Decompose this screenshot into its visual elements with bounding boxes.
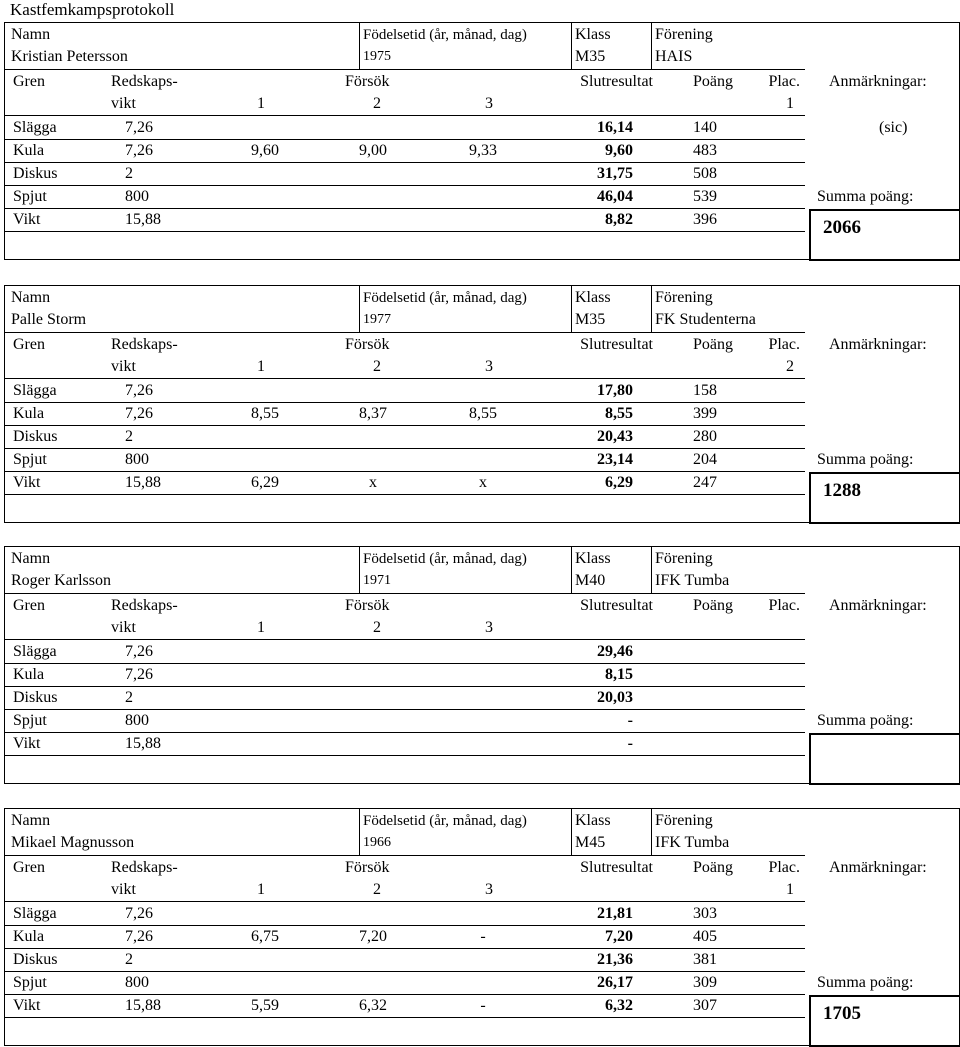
label-redskaps: Redskaps- bbox=[111, 73, 178, 90]
event-points: 303 bbox=[693, 905, 717, 922]
event-name: Spjut bbox=[13, 451, 47, 468]
label-redskaps: Redskaps- bbox=[111, 859, 178, 876]
attempt-1: 9,60 bbox=[251, 142, 279, 159]
attempt-2: 8,37 bbox=[359, 405, 387, 422]
col-rule bbox=[359, 547, 360, 593]
final-result: 6,32 bbox=[605, 997, 633, 1014]
implement-weight: 7,26 bbox=[125, 405, 153, 422]
event-points: 508 bbox=[693, 165, 717, 182]
row-rule bbox=[5, 639, 805, 640]
row-rule bbox=[5, 448, 805, 449]
row-rule bbox=[5, 378, 805, 379]
athlete-block bbox=[4, 285, 960, 523]
final-result: 26,17 bbox=[597, 974, 633, 991]
athlete-class: M35 bbox=[575, 48, 606, 65]
implement-weight: 2 bbox=[125, 165, 133, 182]
implement-weight: 7,26 bbox=[125, 928, 153, 945]
label-fodelsetid: Födelsetid (år, månad, dag) bbox=[363, 551, 527, 567]
label-forsok: Försök bbox=[345, 73, 390, 90]
label-forsok-3: 3 bbox=[485, 619, 493, 636]
final-result: - bbox=[627, 735, 633, 752]
implement-weight: 7,26 bbox=[125, 142, 153, 159]
event-points: 539 bbox=[693, 188, 717, 205]
row-rule bbox=[5, 471, 805, 472]
row-rule bbox=[5, 994, 805, 995]
event-name: Slägga bbox=[13, 382, 57, 399]
col-rule bbox=[359, 809, 360, 855]
final-result: - bbox=[627, 712, 633, 729]
label-poang: Poäng bbox=[693, 597, 733, 614]
event-points: 399 bbox=[693, 405, 717, 422]
label-namn: Namn bbox=[11, 26, 51, 43]
total-points-box bbox=[809, 209, 960, 261]
row-rule bbox=[5, 208, 805, 209]
final-result: 29,46 bbox=[597, 643, 633, 660]
label-namn: Namn bbox=[11, 812, 51, 829]
birth-year: 1977 bbox=[363, 312, 391, 327]
event-name: Diskus bbox=[13, 428, 58, 445]
event-points: 483 bbox=[693, 142, 717, 159]
implement-weight: 7,26 bbox=[125, 119, 153, 136]
label-forsok-1: 1 bbox=[257, 619, 265, 636]
label-klass: Klass bbox=[575, 812, 611, 829]
event-points: 204 bbox=[693, 451, 717, 468]
col-rule bbox=[571, 809, 572, 855]
row-rule bbox=[5, 709, 805, 710]
label-anmarkningar: Anmärkningar: bbox=[829, 597, 927, 614]
protocol-title: Kastfemkampsprotokoll bbox=[10, 0, 175, 19]
col-rule bbox=[651, 23, 652, 69]
total-points: 1705 bbox=[823, 1003, 861, 1024]
row-rule bbox=[5, 755, 805, 756]
final-result: 9,60 bbox=[605, 142, 633, 159]
label-forsok-2: 2 bbox=[373, 881, 381, 898]
final-result: 23,14 bbox=[597, 451, 633, 468]
event-name: Vikt bbox=[13, 735, 41, 752]
row-rule bbox=[5, 494, 805, 495]
label-forsok-3: 3 bbox=[485, 358, 493, 375]
label-vikt: vikt bbox=[111, 358, 136, 375]
label-klass: Klass bbox=[575, 26, 611, 43]
label-forsok: Försök bbox=[345, 859, 390, 876]
col-rule bbox=[359, 23, 360, 69]
row-rule bbox=[5, 686, 805, 687]
event-points: 140 bbox=[693, 119, 717, 136]
label-namn: Namn bbox=[11, 289, 51, 306]
label-slutresultat: Slutresultat bbox=[580, 859, 653, 876]
label-gren: Gren bbox=[13, 336, 45, 353]
col-rule bbox=[571, 23, 572, 69]
label-plac: Plac. bbox=[768, 859, 800, 876]
attempt-3: 9,33 bbox=[469, 142, 497, 159]
row-rule bbox=[5, 185, 805, 186]
label-anmarkningar: Anmärkningar: bbox=[829, 73, 927, 90]
implement-weight: 7,26 bbox=[125, 643, 153, 660]
total-points: 2066 bbox=[823, 217, 861, 238]
athlete-class: M45 bbox=[575, 834, 606, 851]
label-gren: Gren bbox=[13, 859, 45, 876]
col-rule bbox=[571, 286, 572, 332]
label-klass: Klass bbox=[575, 289, 611, 306]
attempt-2: 9,00 bbox=[359, 142, 387, 159]
athlete-class: M40 bbox=[575, 572, 606, 589]
event-name: Slägga bbox=[13, 905, 57, 922]
label-gren: Gren bbox=[13, 597, 45, 614]
total-points-box bbox=[809, 995, 960, 1047]
attempt-3: x bbox=[479, 474, 487, 491]
attempt-3: - bbox=[480, 997, 486, 1014]
implement-weight: 2 bbox=[125, 951, 133, 968]
label-forsok-1: 1 bbox=[257, 881, 265, 898]
row-rule bbox=[5, 425, 805, 426]
event-name: Spjut bbox=[13, 974, 47, 991]
attempt-3: 8,55 bbox=[469, 405, 497, 422]
implement-weight: 800 bbox=[125, 712, 149, 729]
label-slutresultat: Slutresultat bbox=[580, 336, 653, 353]
event-name: Spjut bbox=[13, 188, 47, 205]
row-rule bbox=[5, 69, 805, 70]
label-forsok: Försök bbox=[345, 336, 390, 353]
label-forsok-1: 1 bbox=[257, 95, 265, 112]
event-points: 247 bbox=[693, 474, 717, 491]
label-summa-poang: Summa poäng: bbox=[817, 712, 914, 729]
total-points-box bbox=[809, 472, 960, 524]
attempt-3: - bbox=[480, 928, 486, 945]
row-rule bbox=[5, 1017, 805, 1018]
row-rule bbox=[5, 115, 805, 116]
event-name: Diskus bbox=[13, 951, 58, 968]
row-rule bbox=[5, 901, 805, 902]
event-name: Slägga bbox=[13, 119, 57, 136]
label-klass: Klass bbox=[575, 550, 611, 567]
label-fodelsetid: Födelsetid (år, månad, dag) bbox=[363, 27, 527, 43]
event-points: 405 bbox=[693, 928, 717, 945]
label-redskaps: Redskaps- bbox=[111, 336, 178, 353]
athlete-club: IFK Tumba bbox=[655, 572, 730, 589]
label-fodelsetid: Födelsetid (år, månad, dag) bbox=[363, 813, 527, 829]
event-name: Diskus bbox=[13, 689, 58, 706]
total-points-box bbox=[809, 733, 960, 785]
attempt-1: 6,75 bbox=[251, 928, 279, 945]
label-forening: Förening bbox=[655, 289, 713, 306]
label-namn: Namn bbox=[11, 550, 51, 567]
event-points: 307 bbox=[693, 997, 717, 1014]
label-forening: Förening bbox=[655, 812, 713, 829]
label-forsok-3: 3 bbox=[485, 881, 493, 898]
label-plac: Plac. bbox=[768, 336, 800, 353]
label-forsok-2: 2 bbox=[373, 95, 381, 112]
label-anmarkningar: Anmärkningar: bbox=[829, 336, 927, 353]
col-rule bbox=[651, 286, 652, 332]
col-rule bbox=[571, 547, 572, 593]
implement-weight: 15,88 bbox=[125, 735, 161, 752]
athlete-name: Roger Karlsson bbox=[11, 572, 111, 589]
final-result: 7,20 bbox=[605, 928, 633, 945]
row-rule bbox=[5, 855, 805, 856]
implement-weight: 15,88 bbox=[125, 211, 161, 228]
row-rule bbox=[5, 139, 805, 140]
total-points: 1288 bbox=[823, 480, 861, 501]
event-name: Vikt bbox=[13, 211, 41, 228]
implement-weight: 800 bbox=[125, 188, 149, 205]
implement-weight: 7,26 bbox=[125, 666, 153, 683]
final-result: 17,80 bbox=[597, 382, 633, 399]
implement-weight: 800 bbox=[125, 974, 149, 991]
final-result: 20,03 bbox=[597, 689, 633, 706]
event-name: Vikt bbox=[13, 997, 41, 1014]
final-result: 31,75 bbox=[597, 165, 633, 182]
label-forsok-2: 2 bbox=[373, 619, 381, 636]
row-rule bbox=[5, 593, 805, 594]
final-result: 8,55 bbox=[605, 405, 633, 422]
label-plac: Plac. bbox=[768, 73, 800, 90]
col-rule bbox=[359, 286, 360, 332]
athlete-club: HAIS bbox=[655, 48, 693, 65]
implement-weight: 2 bbox=[125, 689, 133, 706]
final-result: 8,15 bbox=[605, 666, 633, 683]
event-name: Vikt bbox=[13, 474, 41, 491]
label-poang: Poäng bbox=[693, 73, 733, 90]
event-points: 158 bbox=[693, 382, 717, 399]
placement: 1 bbox=[786, 881, 794, 898]
athlete-name: Mikael Magnusson bbox=[11, 834, 135, 851]
label-fodelsetid: Födelsetid (år, månad, dag) bbox=[363, 290, 527, 306]
label-poang: Poäng bbox=[693, 336, 733, 353]
attempt-1: 5,59 bbox=[251, 997, 279, 1014]
event-name: Spjut bbox=[13, 712, 47, 729]
label-forsok-3: 3 bbox=[485, 95, 493, 112]
placement: 1 bbox=[786, 95, 794, 112]
attempt-2: 6,32 bbox=[359, 997, 387, 1014]
row-rule bbox=[5, 162, 805, 163]
implement-weight: 2 bbox=[125, 428, 133, 445]
event-name: Kula bbox=[13, 666, 45, 683]
athlete-block bbox=[4, 22, 960, 260]
row-rule bbox=[5, 663, 805, 664]
final-result: 8,82 bbox=[605, 211, 633, 228]
final-result: 6,29 bbox=[605, 474, 633, 491]
event-points: 309 bbox=[693, 974, 717, 991]
row-rule bbox=[5, 971, 805, 972]
attempt-2: 7,20 bbox=[359, 928, 387, 945]
final-result: 16,14 bbox=[597, 119, 633, 136]
athlete-club: FK Studenterna bbox=[655, 311, 756, 328]
label-forsok: Försök bbox=[345, 597, 390, 614]
final-result: 21,36 bbox=[597, 951, 633, 968]
event-name: Kula bbox=[13, 405, 45, 422]
label-anmarkningar: Anmärkningar: bbox=[829, 859, 927, 876]
placement: 2 bbox=[786, 358, 794, 375]
final-result: 20,43 bbox=[597, 428, 633, 445]
label-slutresultat: Slutresultat bbox=[580, 597, 653, 614]
attempt-1: 6,29 bbox=[251, 474, 279, 491]
event-points: 396 bbox=[693, 211, 717, 228]
athlete-name: Palle Storm bbox=[11, 311, 87, 328]
row-rule bbox=[5, 925, 805, 926]
label-forsok-2: 2 bbox=[373, 358, 381, 375]
col-rule bbox=[651, 547, 652, 593]
event-name: Diskus bbox=[13, 165, 58, 182]
implement-weight: 7,26 bbox=[125, 382, 153, 399]
label-vikt: vikt bbox=[111, 881, 136, 898]
label-plac: Plac. bbox=[768, 597, 800, 614]
row-rule bbox=[5, 948, 805, 949]
label-redskaps: Redskaps- bbox=[111, 597, 178, 614]
row-rule bbox=[5, 231, 805, 232]
label-gren: Gren bbox=[13, 73, 45, 90]
birth-year: 1975 bbox=[363, 49, 391, 64]
label-vikt: vikt bbox=[111, 619, 136, 636]
final-result: 21,81 bbox=[597, 905, 633, 922]
label-summa-poang: Summa poäng: bbox=[817, 451, 914, 468]
athlete-block bbox=[4, 546, 960, 784]
col-rule bbox=[651, 809, 652, 855]
label-vikt: vikt bbox=[111, 95, 136, 112]
label-summa-poang: Summa poäng: bbox=[817, 974, 914, 991]
athlete-class: M35 bbox=[575, 311, 606, 328]
row-rule bbox=[5, 402, 805, 403]
event-name: Kula bbox=[13, 142, 45, 159]
athlete-club: IFK Tumba bbox=[655, 834, 730, 851]
implement-weight: 7,26 bbox=[125, 905, 153, 922]
attempt-1: 8,55 bbox=[251, 405, 279, 422]
row-rule bbox=[5, 332, 805, 333]
event-points: 381 bbox=[693, 951, 717, 968]
label-slutresultat: Slutresultat bbox=[580, 73, 653, 90]
label-forening: Förening bbox=[655, 26, 713, 43]
attempt-2: x bbox=[369, 474, 377, 491]
implement-weight: 15,88 bbox=[125, 474, 161, 491]
label-summa-poang: Summa poäng: bbox=[817, 188, 914, 205]
row-rule bbox=[5, 732, 805, 733]
remark: (sic) bbox=[879, 119, 908, 136]
event-points: 280 bbox=[693, 428, 717, 445]
label-poang: Poäng bbox=[693, 859, 733, 876]
athlete-name: Kristian Petersson bbox=[11, 48, 128, 65]
final-result: 46,04 bbox=[597, 188, 633, 205]
implement-weight: 800 bbox=[125, 451, 149, 468]
athlete-block bbox=[4, 808, 960, 1046]
label-forening: Förening bbox=[655, 550, 713, 567]
birth-year: 1971 bbox=[363, 573, 391, 588]
event-name: Slägga bbox=[13, 643, 57, 660]
label-forsok-1: 1 bbox=[257, 358, 265, 375]
birth-year: 1966 bbox=[363, 835, 391, 850]
event-name: Kula bbox=[13, 928, 45, 945]
implement-weight: 15,88 bbox=[125, 997, 161, 1014]
